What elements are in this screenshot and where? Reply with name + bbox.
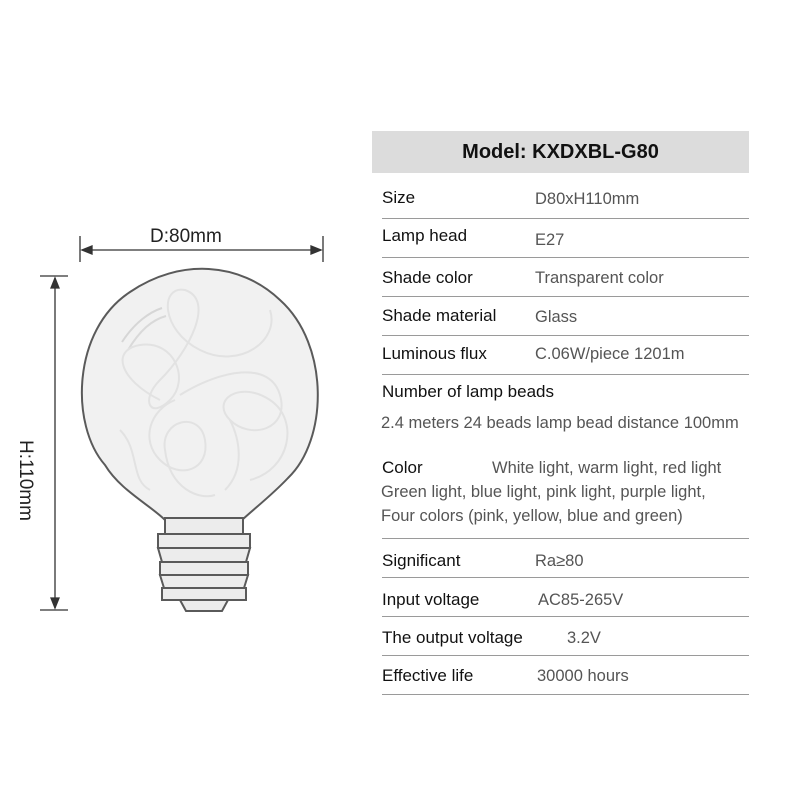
spec-value: 30000 hours [537,667,629,685]
spec-row-luminous-flux [382,336,749,375]
spec-value: E27 [535,231,565,249]
height-dimension-line [40,276,68,610]
width-label: D:80mm [150,226,222,247]
spec-value-line2: Green light, blue light, pink light, purple light, [381,483,706,501]
spec-label: Lamp head [382,226,468,245]
bulb-diagram [0,0,360,800]
spec-value: Glass [535,308,578,326]
spec-value: Ra≥80 [535,552,584,570]
spec-label: Significant [382,551,461,570]
bulb-drawing [0,0,360,800]
spec-value: White light, warm light, red light [492,459,722,477]
spec-label: Size [382,188,416,207]
spec-row-color [382,450,749,539]
bulb-glass [82,269,318,520]
spec-label: Shade color [382,268,473,287]
spec-value: C.06W/piece 1201m [535,345,685,363]
spec-row-lamp-head [382,219,749,258]
spec-row-lamp-beads [382,375,749,439]
spec-label: Luminous flux [382,344,487,363]
spec-row-significant [382,539,749,578]
spec-label: Number of lamp beads [382,382,554,401]
bulb-collar [165,518,243,534]
spec-row-shade-color [382,258,749,297]
spec-row-size [382,174,749,219]
model-title: Model: KXDXBL-G80 [372,131,749,173]
spec-row-effective-life [382,656,749,695]
spec-label: Color [382,458,423,477]
height-label: H:110mm [15,440,36,521]
spec-value-line3: Four colors (pink, yellow, blue and green) [381,507,683,525]
spec-row-shade-material [382,297,749,336]
spec-row-input-voltage [382,578,749,617]
spec-value: AC85-265V [538,591,624,609]
spec-label: The output voltage [382,628,523,647]
spec-label: Input voltage [382,590,480,609]
spec-label: Effective life [382,666,474,685]
spec-value: 3.2V [567,629,601,647]
spec-value: D80xH110mm [535,190,640,208]
spec-row-output-voltage [382,617,749,656]
spec-label: Shade material [382,306,497,325]
spec-value: 2.4 meters 24 beads lamp bead distance 100mm [381,414,739,432]
screw-base [158,534,250,611]
spec-table [372,131,749,685]
spec-value: Transparent color [535,269,664,287]
